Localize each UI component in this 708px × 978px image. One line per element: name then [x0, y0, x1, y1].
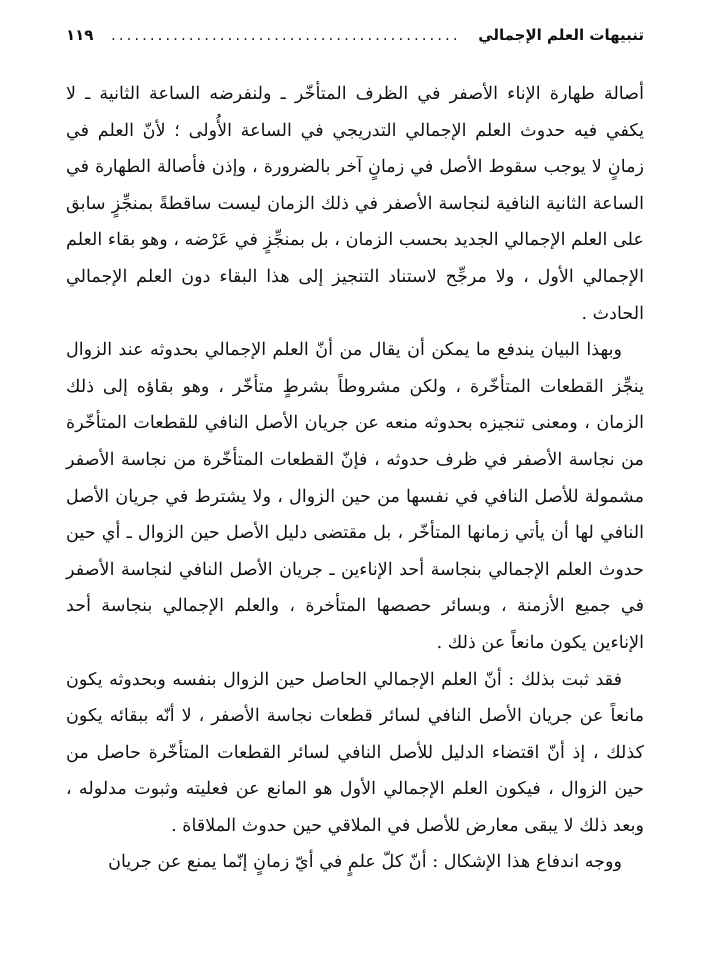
paragraph-3: فقد ثبت بذلك : أنّ العلم الإجمالي الحاصل حين الزوال بنفسه وبحدوثه يكون مانعاً عن جريان الأصل النافي لسائر قطعات نجاسة الأصفر ، لا أنّه ببقائه يكون كذلك ، إذ أنّ اقتضاء الدليل للأصل النافي لسائر القطعات المتأخّرة حاصل من حين الزوال ، فيكون العلم الإجمالي الأول هو المانع عن فعليته وثبوت مدلوله ، وبعد ذلك لا يبقى معارض للأصل في الملاقي حين حدوث الملاقاة .: [66, 669, 644, 836]
header-leader-dots: .............................................: [111, 26, 461, 44]
paragraph-2: وبهذا البيان يندفع ما يمكن أن يقال من أنّ العلم الإجمالي بحدوثه عند الزوال ينجِّز القطعات المتأخّرة ، ولكن مشروطاً بشرطٍ متأخّر ، وهو بقاؤه إلى ذلك الزمان ، ومعنى تنجيزه بحدوثه منعه عن جريان الأصل النافي للقطعات المتأخّرة من نجاسة الأصفر في ظرف حدوثه ، فإنّ القطعات المتأخّرة من نجاسة الأصفر مشمولة للأصل النافي في نفسها من حين الزوال ، ولا يشترط في جريان الأصل النافي لها أن يأتي زمانها المتأخّر ، بل مقتضى دليل الأصل حين الزوال ـ أي حين حدوث العلم الإجمالي بنجاسة أحد الإناءين ـ جريان الأصل النافي لنجاسة الأصفر في جميع الأزمنة ، وبسائر حصصها المتأخرة ، والعلم الإجمالي بنجاسة أحد الإناءين يكون مانعاً عن ذلك .: [66, 340, 644, 653]
paragraph-1: أصالة طهارة الإناء الأصفر في الظرف المتأخّر ـ ولنفرضه الساعة الثانية ـ لا يكفي فيه حدوث العلم الإجمالي التدريجي في الساعة الأُولى ؛ لأنّ العلم في زمانٍ لا يوجب سقوط الأصل في زمانٍ آخر بالضرورة ، وإذن فأصالة الطهارة في الساعة الثانية النافية لنجاسة الأصفر في ذلك الزمان ليست ساقطةً بمنجِّزٍ سابق على العلم الإجمالي الجديد بحسب الزمان ، بل بمنجِّزٍ في عَرْضه ، وهو بقاء العلم الإجمالي الأول ، ولا مرجِّح لاستناد التنجيز إلى هذا البقاء دون العلم الإجمالي الحادث .: [66, 84, 644, 324]
page-number: ١١٩: [66, 26, 94, 44]
header-title: تنبيهات العلم الإجمالي: [478, 26, 644, 44]
page-body: [66, 76, 644, 881]
paragraph-4: ووجه اندفاع هذا الإشكال : أنّ كلّ علمٍ في أيّ زمانٍ إنّما يمنع عن جريان: [108, 852, 622, 873]
running-header: [66, 26, 644, 56]
